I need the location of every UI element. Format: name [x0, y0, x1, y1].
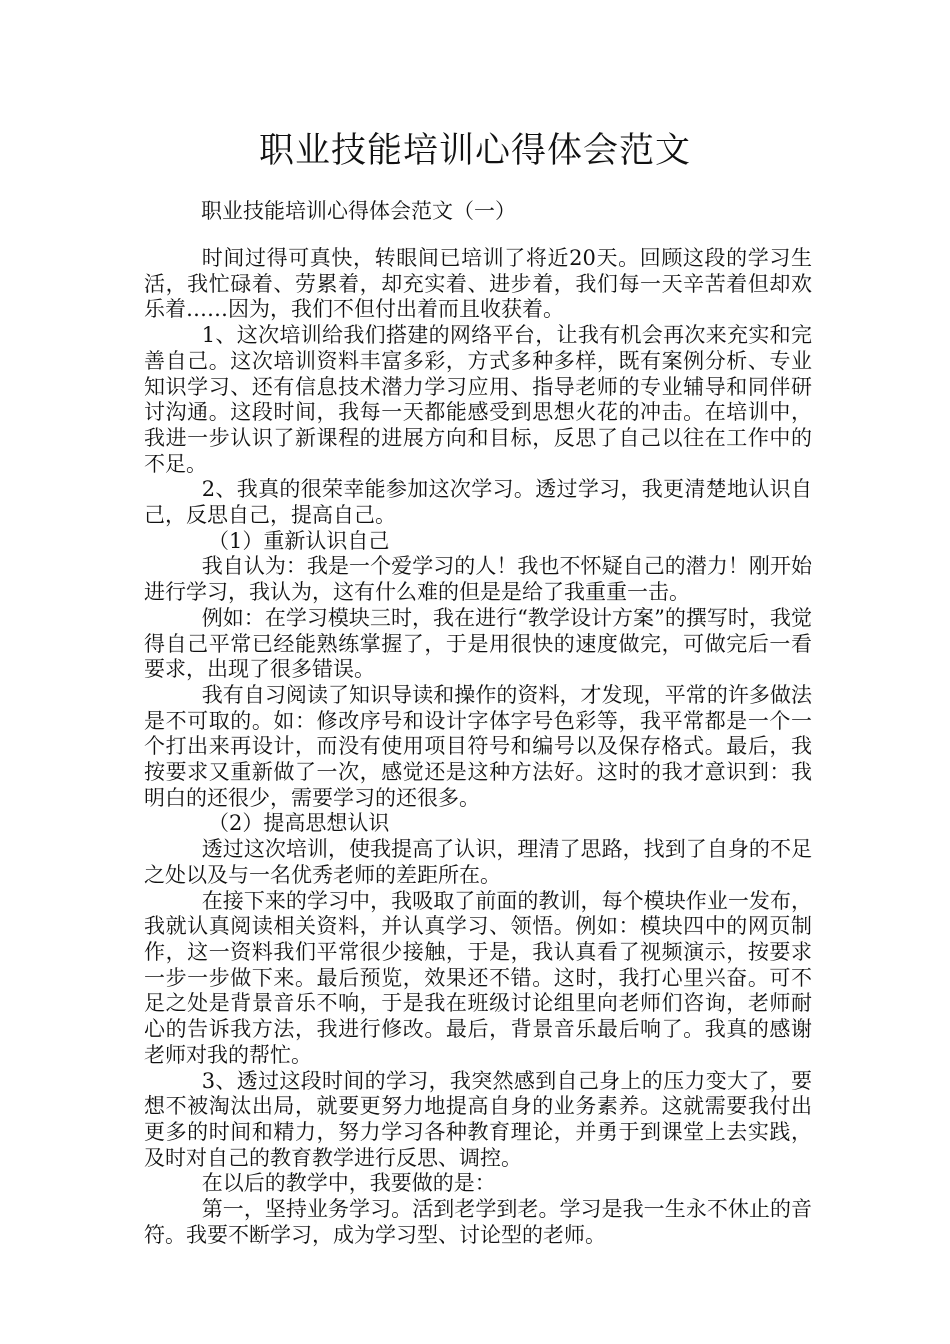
paragraph: 第一，坚持业务学习。活到老学到老。学习是我一生永不休止的音符。我要不断学习，成为学习型、讨论型的老师。 — [144, 1197, 812, 1247]
document-subtitle: 职业技能培训心得体会范文（一） — [201, 199, 516, 223]
paragraph: 1、这次培训给我们搭建的网络平台，让我有机会再次来充实和完善自己。这次培训资料丰富多彩，方式多种多样，既有案例分析、专业知识学习、还有信息技术潜力学习应用、指导老师的专业辅导和同伴研讨沟通。这段时间，我每一天都能感受到思想火花的冲击。在培训中，我进一步认识了新课程的进展方向和目标，反思了自己以往在工作中的不足。 — [144, 323, 812, 476]
paragraph: 2、我真的很荣幸能参加这次学习。透过学习，我更清楚地认识自己，反思自己，提高自己。 — [144, 477, 812, 528]
paragraph: 在接下来的学习中，我吸取了前面的教训，每个模块作业一发布，我就认真阅读相关资料，并认真学习、领悟。例如：模块四中的网页制作，这一资料我们平常很少接触，于是，我认真看了视频演示，按要求一步一步做下来。最后预览，效果还不错。这时，我打心里兴奋。可不足之处是背景音乐不响，于是我在班级讨论组里向老师们咨询，老师耐心的告诉我方法，我进行修改。最后，背景音乐最后响了。我真的感谢老师对我的帮忙。 — [144, 888, 812, 1067]
section-heading: （2）提高思想认识 — [208, 811, 390, 836]
paragraph: 时间过得可真快，转眼间已培训了将近20天。回顾这段的学习生活，我忙碌着、劳累着，却充实着、进步着，我们每一天辛苦着但却欢乐着……因为，我们不但付出着而且收获着。 — [144, 246, 812, 322]
paragraph: 3、透过这段时间的学习，我突然感到自己身上的压力变大了，要想不被淘汰出局，就要更努力地提高自身的业务素养。这就需要我付出更多的时间和精力，努力学习各种教育理论，并勇于到课堂上去实践，及时对自己的教育教学进行反思、调控。 — [144, 1068, 812, 1170]
section-heading: （1）重新认识自己 — [208, 528, 390, 553]
paragraph: 我有自习阅读了知识导读和操作的资料，才发现，平常的许多做法是不可取的。如：修改序号和设计字体字号色彩等，我平常都是一个一个打出来再设计，而没有使用项目符号和编号以及保存格式。最后，我按要求又重新做了一次，感觉还是这种方法好。这时的我才意识到：我明白的还很少，需要学习的还很多。 — [144, 682, 812, 810]
document-title: 职业技能培训心得体会范文 — [258, 131, 691, 171]
document-body — [144, 246, 812, 1248]
paragraph: 例如：在学习模块三时，我在进行“教学设计方案”的撰写时，我觉得自己平常已经能熟练掌握了，于是用很快的速度做完，可做完后一看要求，出现了很多错误。 — [144, 605, 812, 682]
paragraph: 我自认为：我是一个爱学习的人！我也不怀疑自己的潜力！刚开始进行学习，我认为，这有什么难的但是是给了我重重一击。 — [144, 554, 812, 605]
paragraph: 在以后的教学中，我要做的是： — [201, 1171, 496, 1196]
paragraph: 透过这次培训，使我提高了认识，理清了思路，找到了自身的不足之处以及与一名优秀老师的差距所在。 — [144, 837, 812, 887]
